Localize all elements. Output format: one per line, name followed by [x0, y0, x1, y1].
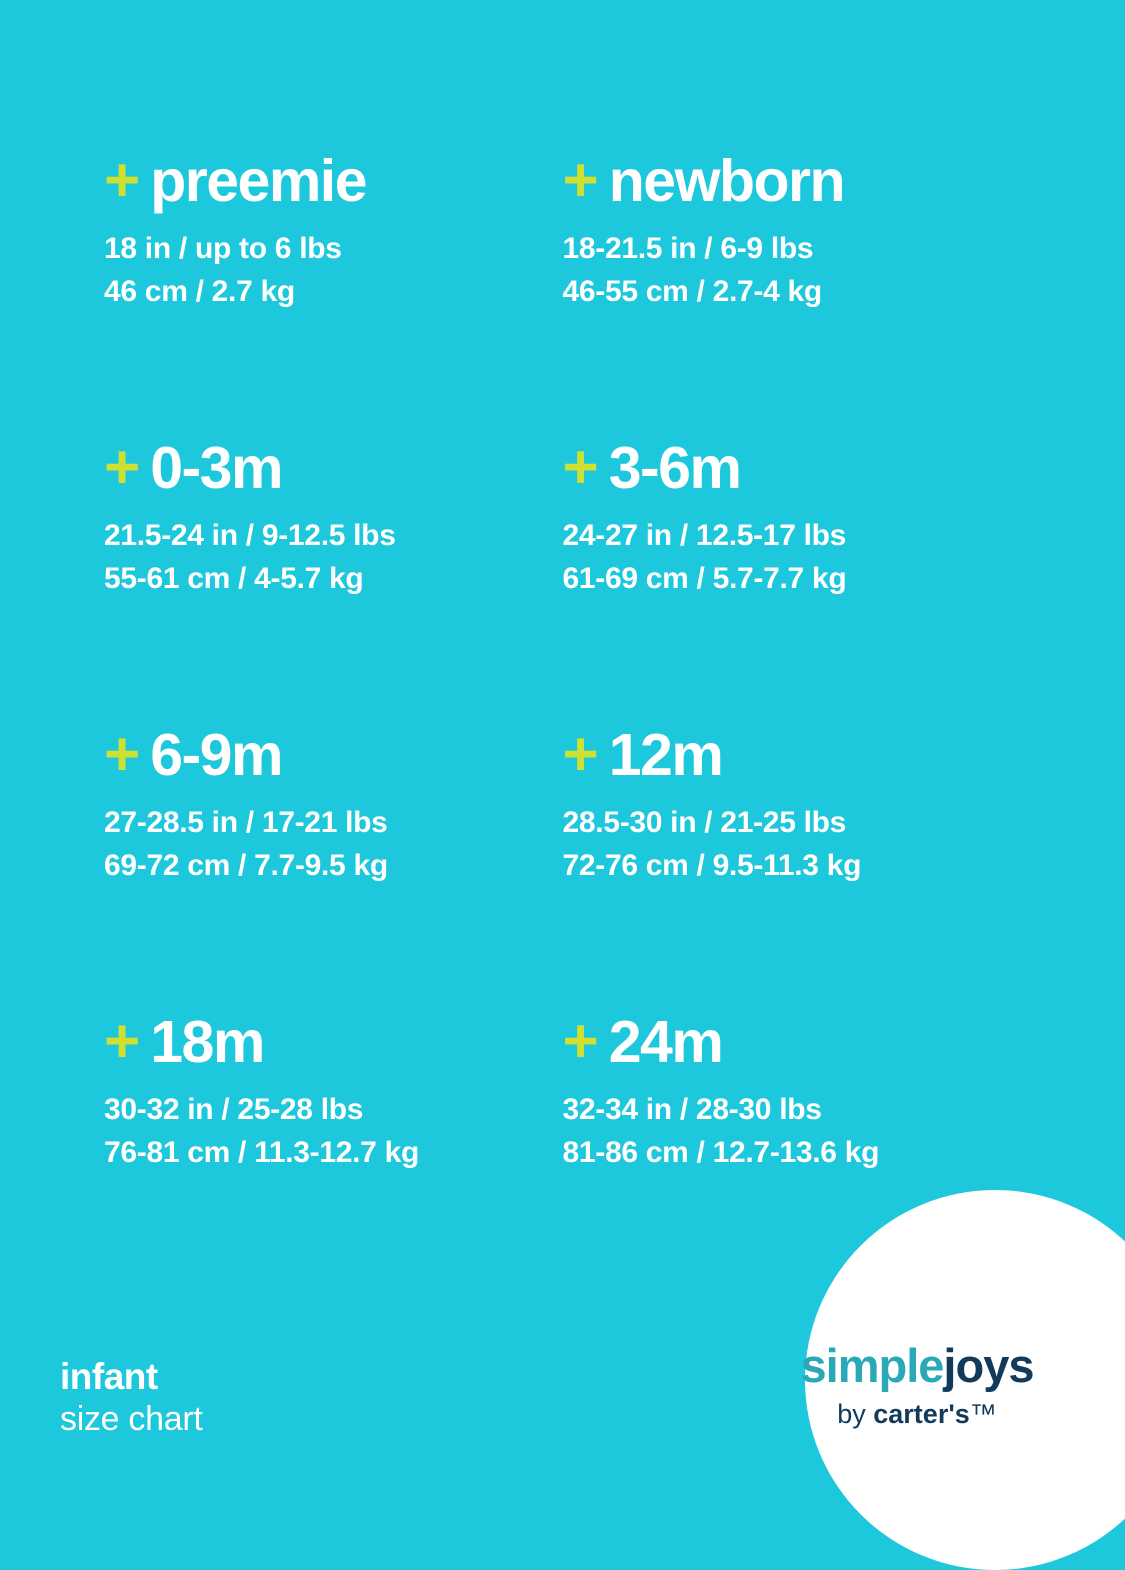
- brand-byline: [767, 1399, 1067, 1430]
- footer-title: infant: [60, 1355, 203, 1399]
- trademark-symbol: ™: [970, 1399, 997, 1429]
- footer-subtitle: size chart: [60, 1399, 203, 1440]
- footer-caption: [60, 1355, 203, 1440]
- size-imperial: 18-21.5 in / 6-9 lbs: [563, 228, 1125, 271]
- size-metric: 76-81 cm / 11.3-12.7 kg: [104, 1132, 563, 1175]
- size-imperial: 27-28.5 in / 17-21 lbs: [104, 802, 563, 845]
- size-imperial: 24-27 in / 12.5-17 lbs: [563, 515, 1125, 558]
- size-imperial: 21.5-24 in / 9-12.5 lbs: [104, 515, 563, 558]
- plus-icon: +: [563, 724, 597, 786]
- size-heading: [104, 437, 563, 499]
- plus-icon: +: [104, 437, 138, 499]
- size-metric: 72-76 cm / 9.5-11.3 kg: [563, 845, 1125, 888]
- size-metric: 81-86 cm / 12.7-13.6 kg: [563, 1132, 1125, 1175]
- byline-brand: carter's: [873, 1399, 970, 1429]
- size-label: newborn: [609, 152, 844, 211]
- size-metric: 61-69 cm / 5.7-7.7 kg: [563, 558, 1125, 601]
- size-entry-newborn: [563, 150, 1125, 437]
- plus-icon: +: [104, 724, 138, 786]
- size-heading: [563, 724, 1125, 786]
- size-label: 24m: [609, 1013, 723, 1072]
- size-label: 6-9m: [150, 726, 282, 785]
- plus-icon: +: [104, 150, 138, 212]
- size-imperial: 28.5-30 in / 21-25 lbs: [563, 802, 1125, 845]
- size-entry-0-3m: [0, 437, 563, 724]
- size-entry-18m: [0, 1011, 563, 1298]
- size-heading: [104, 724, 563, 786]
- size-entry-preemie: [0, 150, 563, 437]
- size-heading: [104, 1011, 563, 1073]
- size-imperial: 30-32 in / 25-28 lbs: [104, 1089, 563, 1132]
- size-label: 12m: [609, 726, 723, 785]
- size-imperial: 32-34 in / 28-30 lbs: [563, 1089, 1125, 1132]
- size-entry-6-9m: [0, 724, 563, 1011]
- plus-icon: +: [563, 437, 597, 499]
- brand-wordmark: [767, 1342, 1067, 1389]
- plus-icon: +: [563, 1011, 597, 1073]
- brand-logo: [767, 1342, 1067, 1430]
- size-label: 0-3m: [150, 439, 282, 498]
- size-metric: 55-61 cm / 4-5.7 kg: [104, 558, 563, 601]
- size-heading: [104, 150, 563, 212]
- brand-word-joys: joys: [943, 1339, 1033, 1392]
- size-entry-3-6m: [563, 437, 1125, 724]
- size-label: preemie: [150, 152, 366, 211]
- size-label: 18m: [150, 1013, 264, 1072]
- size-imperial: 18 in / up to 6 lbs: [104, 228, 563, 271]
- size-grid: [0, 150, 1125, 1298]
- size-metric: 46-55 cm / 2.7-4 kg: [563, 271, 1125, 314]
- brand-word-simple: simple: [801, 1339, 944, 1392]
- size-label: 3-6m: [609, 439, 741, 498]
- size-heading: [563, 1011, 1125, 1073]
- size-metric: 69-72 cm / 7.7-9.5 kg: [104, 845, 563, 888]
- size-heading: [563, 150, 1125, 212]
- size-heading: [563, 437, 1125, 499]
- size-entry-12m: [563, 724, 1125, 1011]
- plus-icon: +: [104, 1011, 138, 1073]
- plus-icon: +: [563, 150, 597, 212]
- byline-by: by: [837, 1399, 866, 1429]
- size-metric: 46 cm / 2.7 kg: [104, 271, 563, 314]
